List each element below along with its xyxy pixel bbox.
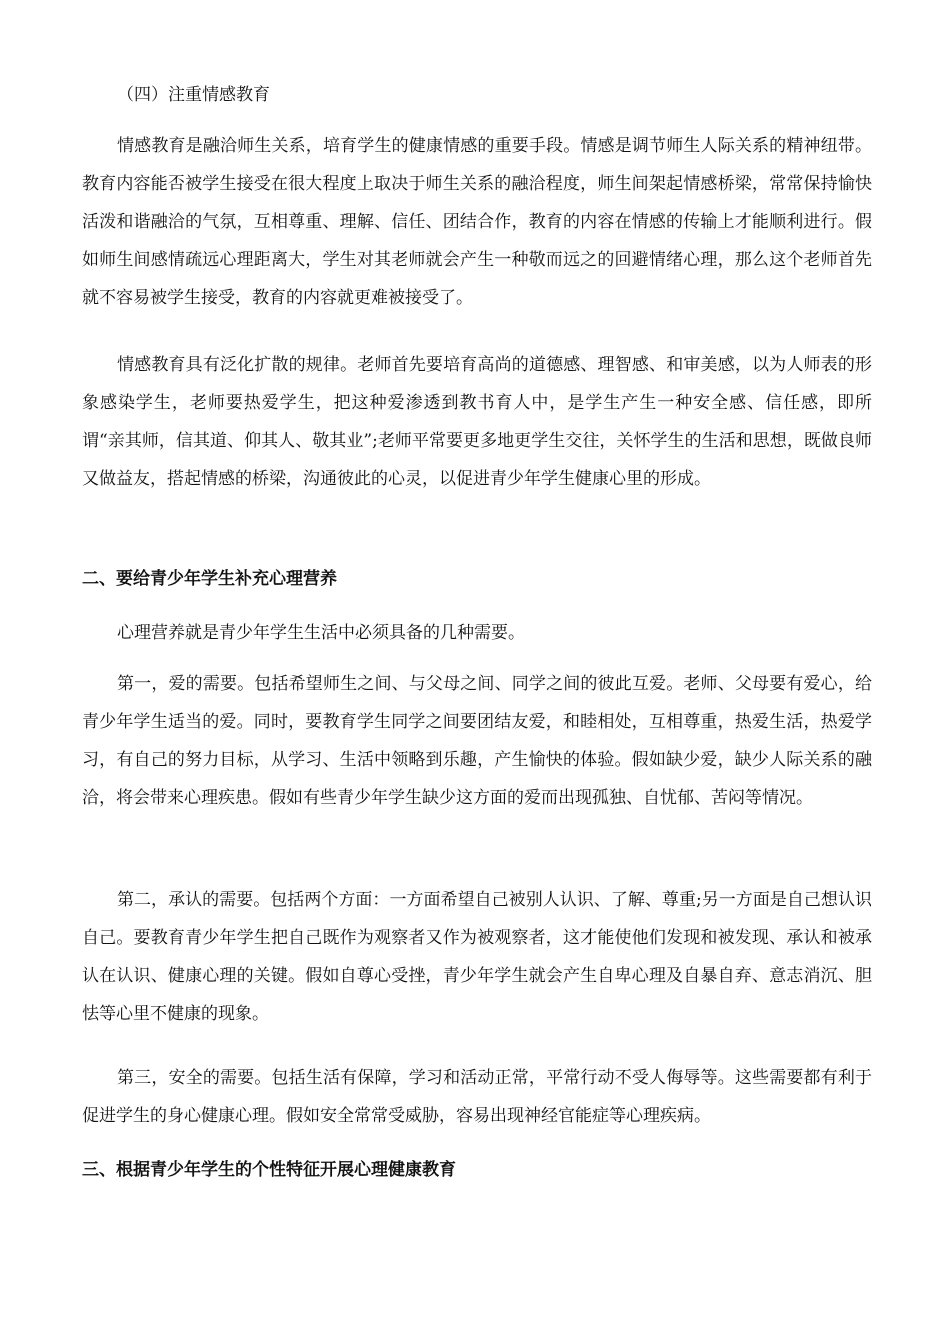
- subheading-emotional-education: （四）注重情感教育: [117, 85, 270, 105]
- section-heading-personality-education: 三、根据青少年学生的个性特征开展心理健康教育: [82, 1160, 456, 1180]
- paragraph-need-for-love: 第一，爱的需要。包括希望师生之间、与父母之间、同学之间的彼此互爱。老师、父母要有爱心，给青少年学生适当的爱。同时，要教育学生同学之间要团结友爱，和睦相处，互相尊重，热爱生活，热爱学习，有自己的努力目标，从学习、生活中领略到乐趣，产生愉快的体验。假如缺少爱，缺少人际关系的融洽，将会带来心理疾患。假如有些青少年学生缺少这方面的爱而出现孤独、自忧郁、苦闷等情况。: [82, 674, 872, 808]
- paragraph-nutrition-intro: 心理营养就是青少年学生生活中必须具备的几种需要。: [117, 623, 525, 643]
- section-heading-psychological-nutrition: 二、要给青少年学生补充心理营养: [82, 569, 337, 589]
- paragraph-need-for-recognition: 第二，承认的需要。包括两个方面：一方面希望自己被别人认识、了解、尊重;另一方面是自己想认识自己。要教育青少年学生把自己既作为观察者又作为被观察者，这才能使他们发现和被发现、承认和被承认在认识、健康心理的关键。假如自尊心受挫，青少年学生就会产生自卑心理及自暴自弃、意志消沉、胆怯等心里不健康的现象。: [82, 890, 872, 1024]
- paragraph-need-for-safety: 第三，安全的需要。包括生活有保障，学习和活动正常，平常行动不受人侮辱等。这些需要都有利于促进学生的身心健康心理。假如安全常常受威胁，容易出现神经官能症等心理疾病。: [82, 1068, 872, 1126]
- paragraph-emotional-education-1: 情感教育是融洽师生关系，培育学生的健康情感的重要手段。情感是调节师生人际关系的精神纽带。教育内容能否被学生接受在很大程度上取决于师生关系的融洽程度，师生间架起情感桥梁，常常保持愉快活泼和谐融洽的气氛，互相尊重、理解、信任、团结合作，教育的内容在情感的传输上才能顺利进行。假如师生间感情疏远心理距离大，学生对其老师就会产生一种敬而远之的回避情绪心理，那么这个老师首先就不容易被学生接受，教育的内容就更难被接受了。: [82, 136, 872, 308]
- paragraph-emotional-education-2: 情感教育具有泛化扩散的规律。老师首先要培育高尚的道德感、理智感、和审美感，以为人师表的形象感染学生，老师要热爱学生，把这种爱渗透到教书育人中，是学生产生一种安全感、信任感，即所谓“亲其师，信其道、仰其人、敬其业”;老师平常要更多地更学生交往，关怀学生的生活和思想，既做良师又做益友，搭起情感的桥梁，沟通彼此的心灵，以促进青少年学生健康心里的形成。: [82, 355, 872, 489]
